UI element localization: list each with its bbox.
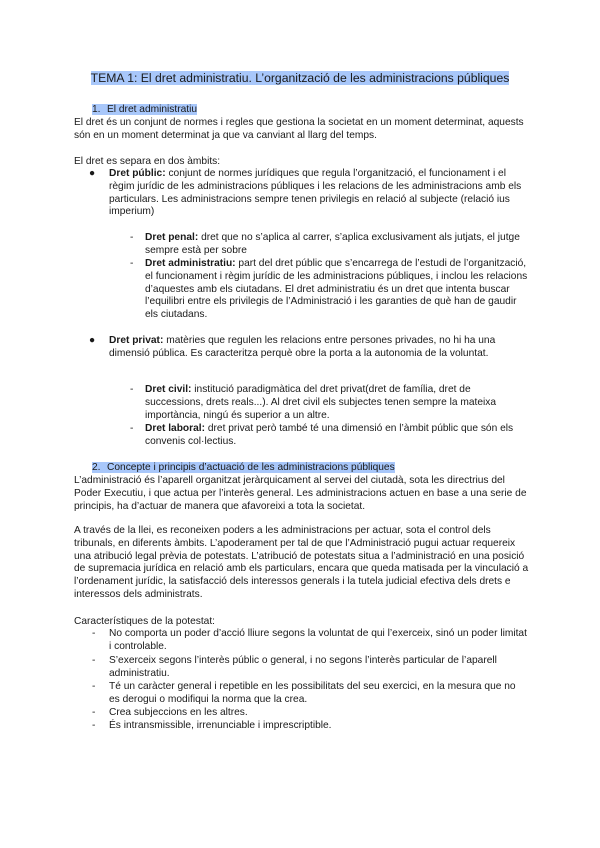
subitem-civil-law-text: institució paradigmàtica del dret privat(dret de família, dret de successions, drets reals...). Al dret civil els subjectes tenen sempre la mateixa importància, ningú és superior a un altre.: [145, 384, 497, 421]
feature-item: Té un caràcter general i repetible en les possibilitats del seu exercici, en la mesura que no es derogui o modifiqui la norma que la crea.: [109, 681, 516, 705]
bullet-private-law-term: Dret privat:: [109, 335, 164, 346]
bullet-public-law-text: conjunt de normes jurídiques que regula l’organització, el funcionament i el règim jurídic de les administracions públiques i les relacions de les administracions amb els particulars. Les administracions sempre tenen privilegis en relació al subjecte (relació ius imperium): [109, 168, 522, 218]
subitem-criminal-law-term: Dret penal:: [145, 232, 199, 243]
section-1-intro: El dret és un conjunt de normes i regles que gestiona la societat en un moment determinat, aquests són en un moment determinat ja que va canviant al llarg del temps.: [74, 117, 524, 141]
section-1-heading-highlight: [92, 104, 197, 115]
section-2-paragraph-2: A través de la llei, es reconeixen poders a les administracions per actuar, sota el control dels tribunals, en diferents àmbits. L’apoderament per tal de que l’Administració pugui actuar requereix una atribució legal prèvia de potestats. L’atribució de potestats situa a l’administració en una posició de supremacia jurídica en relació amb els particulars, encara que queda matisada per la vinculació a l’ordenament jurídic, la satisfacció dels interessos generals i la tutela judicial efectiva dels drets e interessos dels administrats.: [74, 525, 529, 600]
feature-item: Crea subjeccions en les altres.: [109, 707, 248, 718]
feature-item: S’exerceix segons l’interès públic o general, i no segons l’interès particular de l’aparell administratiu.: [109, 655, 497, 679]
dash-icon: -: [92, 681, 96, 692]
subitem-labour-law-term: Dret laboral:: [145, 423, 206, 434]
section-2-heading: [92, 462, 395, 475]
section-1-areas-intro: El dret es separa en dos àmbits:: [74, 156, 221, 167]
features-heading: Característiques de la potestat:: [74, 616, 216, 627]
section-2-heading-text: Concepte i principis d’actuació de les administracions públiques: [107, 462, 395, 473]
section-1-number: 1.: [92, 104, 101, 115]
subitem-civil-law-term: Dret civil:: [145, 384, 192, 395]
section-2-heading-highlight: [92, 462, 395, 473]
section-2-paragraph-1: L’administració és l’aparell organitzat jeràrquicament al servei del ciutadà, sota les directrius del Poder Executiu, i que actua per l’interès general. Les administracions actuen en base a una serie de principis, ha d’actuar de manera que afavoreixi a tota la societat.: [74, 475, 527, 512]
dash-icon: -: [130, 232, 134, 243]
subitem-labour-law: [145, 423, 530, 449]
dash-icon: -: [130, 258, 134, 269]
bullet-private-law-text: matèries que regulen les relacions entre persones privades, no hi ha una dimensió pública. Es caracteritza perquè obre la porta a la autonomia de la voluntat.: [109, 335, 496, 359]
section-1-heading: [92, 104, 197, 117]
subitem-criminal-law-text: dret que no s’aplica al carrer, s’aplica exclusivament als jutjats, el jutge sempre està per sobre: [145, 232, 520, 256]
subitem-civil-law: [145, 384, 530, 422]
dash-icon: -: [92, 655, 96, 666]
section-1-heading-text: El dret administratiu: [107, 104, 198, 115]
dash-icon: -: [92, 628, 96, 639]
page-title: [90, 71, 510, 86]
section-2-number: 2.: [92, 462, 101, 473]
feature-item: No comporta un poder d’acció lliure segons la voluntat de qui l’exerceix, sinó un poder limitat i controlable.: [109, 628, 527, 652]
dash-icon: -: [130, 384, 134, 395]
feature-item: És intransmissible, irrenunciable i imprescriptible.: [109, 720, 332, 731]
bullet-public-law-term: Dret públic:: [109, 168, 166, 179]
dash-icon: -: [92, 707, 96, 718]
title-highlight: TEMA 1: El dret administratiu. L’organització de les administracions públiques: [90, 71, 510, 85]
bullet-dot-icon: ●: [89, 335, 96, 346]
subitem-labour-law-text: dret privat però també té una dimensió en l’àmbit públic que són els convenis col·lectius.: [145, 423, 514, 447]
bullet-dot-icon: ●: [89, 168, 96, 179]
bullet-private-law: [109, 335, 529, 361]
subitem-administrative-law-text: part del dret públic que s’encarrega de l’estudi de l’organització, el funcionament i règim jurídic de les administracions públiques, i inclou les relacions d’aquestes amb els ciutadans. El dret administratiu és un dret que intenta buscar l’equilibri entre els privilegis de l’Administració i les garanties de què han de gaudir els ciutadans.: [145, 258, 528, 321]
dash-icon: -: [130, 423, 134, 434]
subitem-administrative-law-term: Dret administratiu:: [145, 258, 236, 269]
bullet-public-law: [109, 168, 529, 219]
subitem-administrative-law: [145, 258, 530, 322]
subitem-criminal-law: [145, 232, 530, 258]
dash-icon: -: [92, 720, 96, 731]
